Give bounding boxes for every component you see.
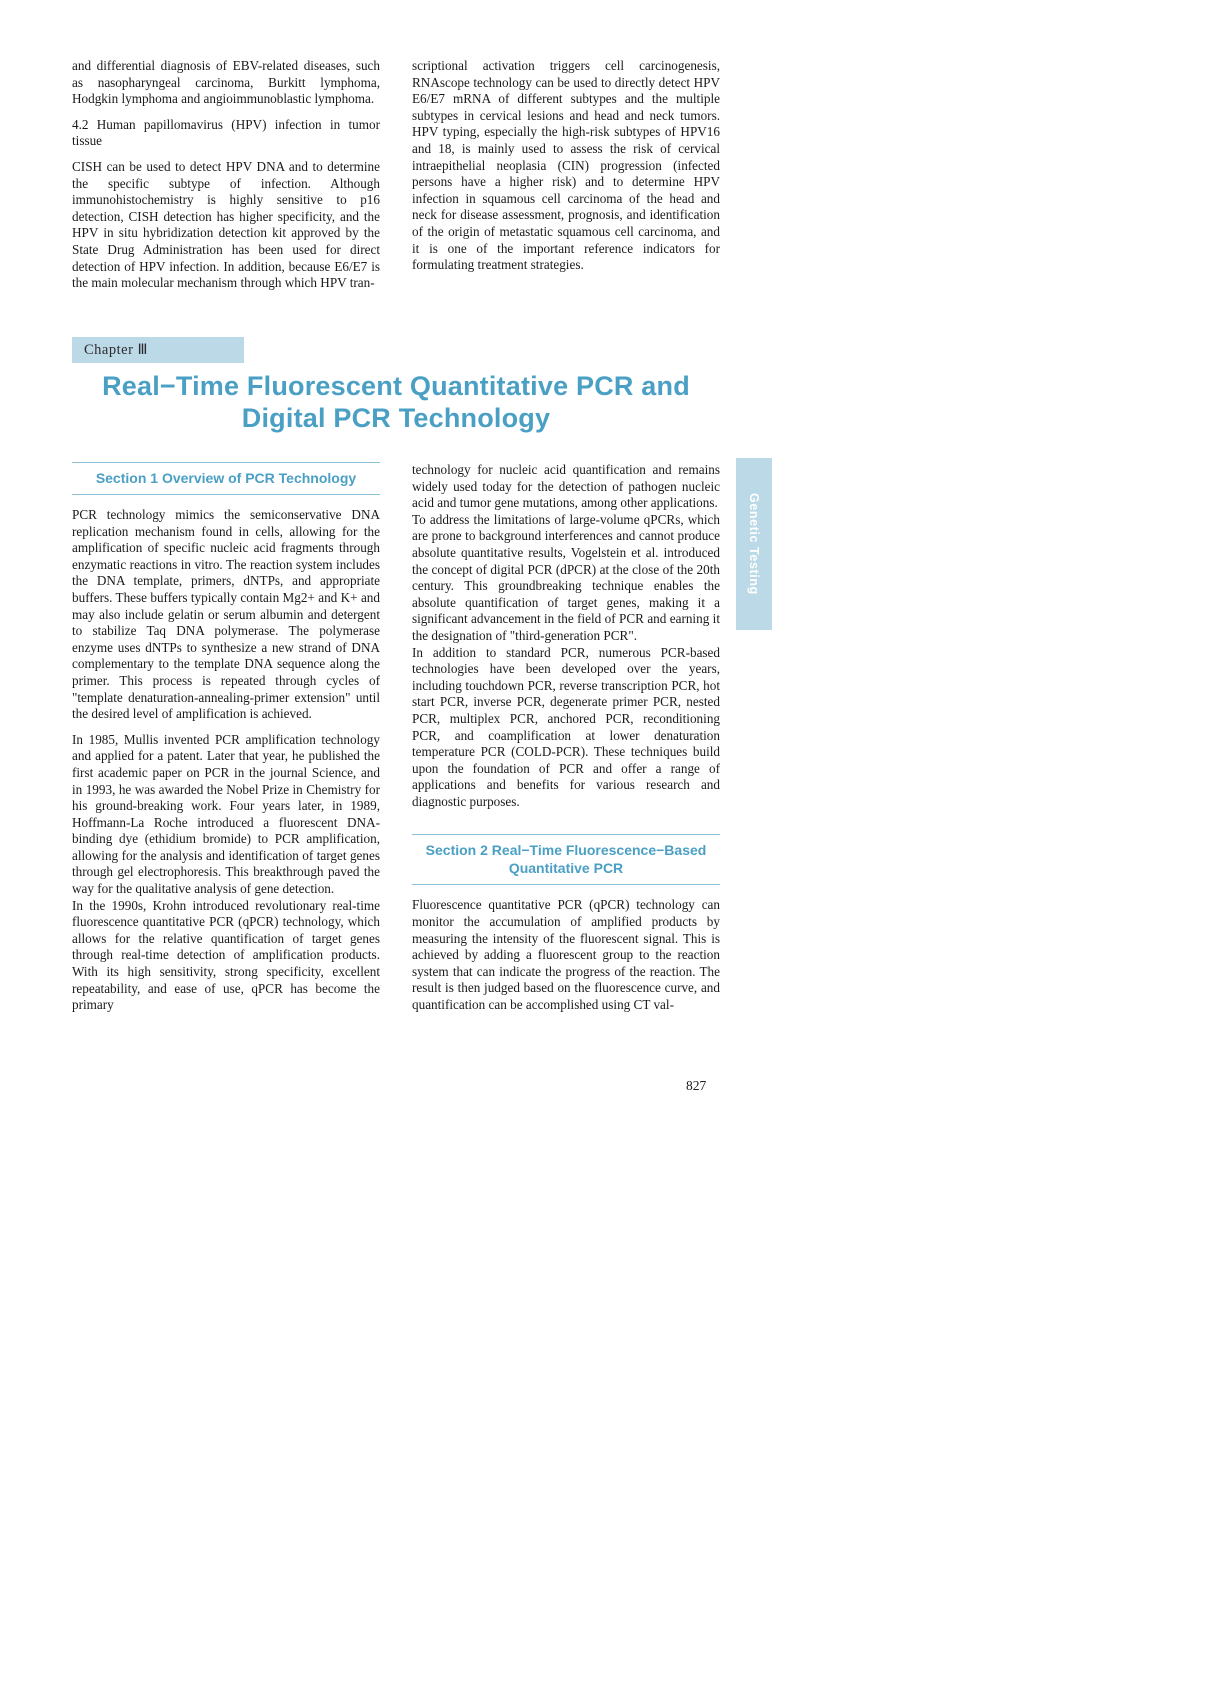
chapter-title: Real−Time Fluorescent Quantitative PCR and Digital PCR Technology [102, 371, 690, 433]
paragraph: Fluorescence quantitative PCR (qPCR) technology can monitor the accumulation of amplified products by measuring the intensity of the fluorescent signal. This is achieved by adding a fluorescent group to the reaction system that can indicate the progress of the reaction. The result is then judged based on the fluorescence curve, and quantification can be accomplished using CT val- [412, 897, 720, 1013]
top-right-column [412, 58, 720, 301]
paragraph: PCR technology mimics the semiconservative DNA replication mechanism found in cells, allowing for the amplification of specific nucleic acid fragments through enzymatic reactions in vitro. The reaction system includes the DNA template, primers, dNTPs, and appropriate buffers. These buffers typically contain Mg2+ and K+ and may also include gelatin or serum albumin and detergent to stabilize Taq DNA polymerase. The polymerase enzyme uses dNTPs to synthesize a new strand of DNA complementary to the template DNA sequence along the primer. This process is repeated through cycles of "template denaturation-annealing-primer extension" until the desired level of amplification is achieved. [72, 507, 380, 722]
chapter-banner [72, 337, 244, 363]
page-number: 827 [686, 1078, 707, 1093]
side-tab-label: Genetic Testing [747, 493, 761, 595]
subsection-heading: 4.2 Human papillomavirus (HPV) infection in tumor tissue [72, 116, 380, 149]
chapter-banner-label: Chapter Ⅲ [84, 341, 149, 358]
paragraph: and differential diagnosis of EBV-related diseases, such as nasopharyngeal carcinoma, Burkitt lymphoma, Hodgkin lymphoma and angioimmunoblastic lymphoma. [72, 58, 380, 107]
top-left-column [72, 58, 380, 301]
paragraph: To address the limitations of large-volume qPCRs, which are prone to background interferences and cannot produce absolute quantitative results, Vogelstein et al. introduced the concept of digital PCR (dPCR) at the close of the 20th century. This groundbreaking technique enables the absolute quantification of target genes, making it a significant advancement in the field of PCR and earning it the designation of "third-generation PCR". [412, 511, 720, 643]
body-text-columns [72, 462, 720, 1023]
body-left-column [72, 462, 380, 1023]
side-tab [736, 458, 772, 630]
section-1-heading: Section 1 Overview of PCR Technology [72, 462, 380, 495]
paragraph: CISH can be used to detect HPV DNA and to determine the specific subtype of infection. Although immunohistochemistry is highly sensitive to p16 detection, CISH detection has higher specificity, and the HPV in situ hybridization detection kit approved by the State Drug Administration has been used for direct detection of HPV infection. In addition, because E6/E7 is the main molecular mechanism through which HPV tran- [72, 158, 380, 291]
paragraph: In 1985, Mullis invented PCR amplification technology and applied for a patent. Later that year, he published the first academic paper on PCR in the journal Science, and in 1993, he was awarded the Nobel Prize in Chemistry for his ground-breaking work. Four years later, in 1989, Hoffmann-La Roche introduced a fluorescent DNA-binding dye (ethidium bromide) to PCR amplification, allowing for the analysis and identification of target genes through gel electrophoresis. This breakthrough paved the way for the qualitative analysis of gene detection. [72, 731, 380, 897]
paragraph: technology for nucleic acid quantification and remains widely used today for the detection of pathogen nucleic acid and tumor gene mutations, among other applications. [412, 462, 720, 511]
paragraph: In the 1990s, Krohn introduced revolutionary real-time fluorescence quantitative PCR (qPCR) technology, which allows for the relative quantification of target genes through real-time detection of amplification products. With its high sensitivity, strong specificity, excellent repeatability, and ease of use, qPCR has become the primary [72, 897, 380, 1013]
section-2-heading: Section 2 Real−Time Fluorescence−Based Quantitative PCR [412, 834, 720, 885]
top-continuation-text [72, 58, 720, 301]
paragraph: scriptional activation triggers cell carcinogenesis, RNAscope technology can be used to directly detect HPV E6/E7 mRNA of different subtypes and the multiple subtypes in cervical lesions and head and neck tumors. HPV typing, especially the high-risk subtypes of HPV16 and 18, is mainly used to assess the risk of cervical intraepithelial neoplasia (CIN) progression (infected persons have a higher risk) and to determine HPV infection in squamous cell carcinoma of the head and neck for disease assessment, prognosis, and identification of the origin of metastatic squamous cell carcinoma, and it is one of the important reference indicators for formulating treatment strategies. [412, 58, 720, 273]
body-right-column [412, 462, 720, 1023]
paragraph: In addition to standard PCR, numerous PCR-based technologies have been developed over the years, including touchdown PCR, reverse transcription PCR, hot start PCR, inverse PCR, degenerate primer PCR, nested PCR, multiplex PCR, anchored PCR, reconditioning PCR, and coamplification at lower denaturation temperature PCR (COLD-PCR). These techniques build upon the foundation of PCR and offer a range of applications and benefits for various research and diagnostic purposes. [412, 644, 720, 809]
